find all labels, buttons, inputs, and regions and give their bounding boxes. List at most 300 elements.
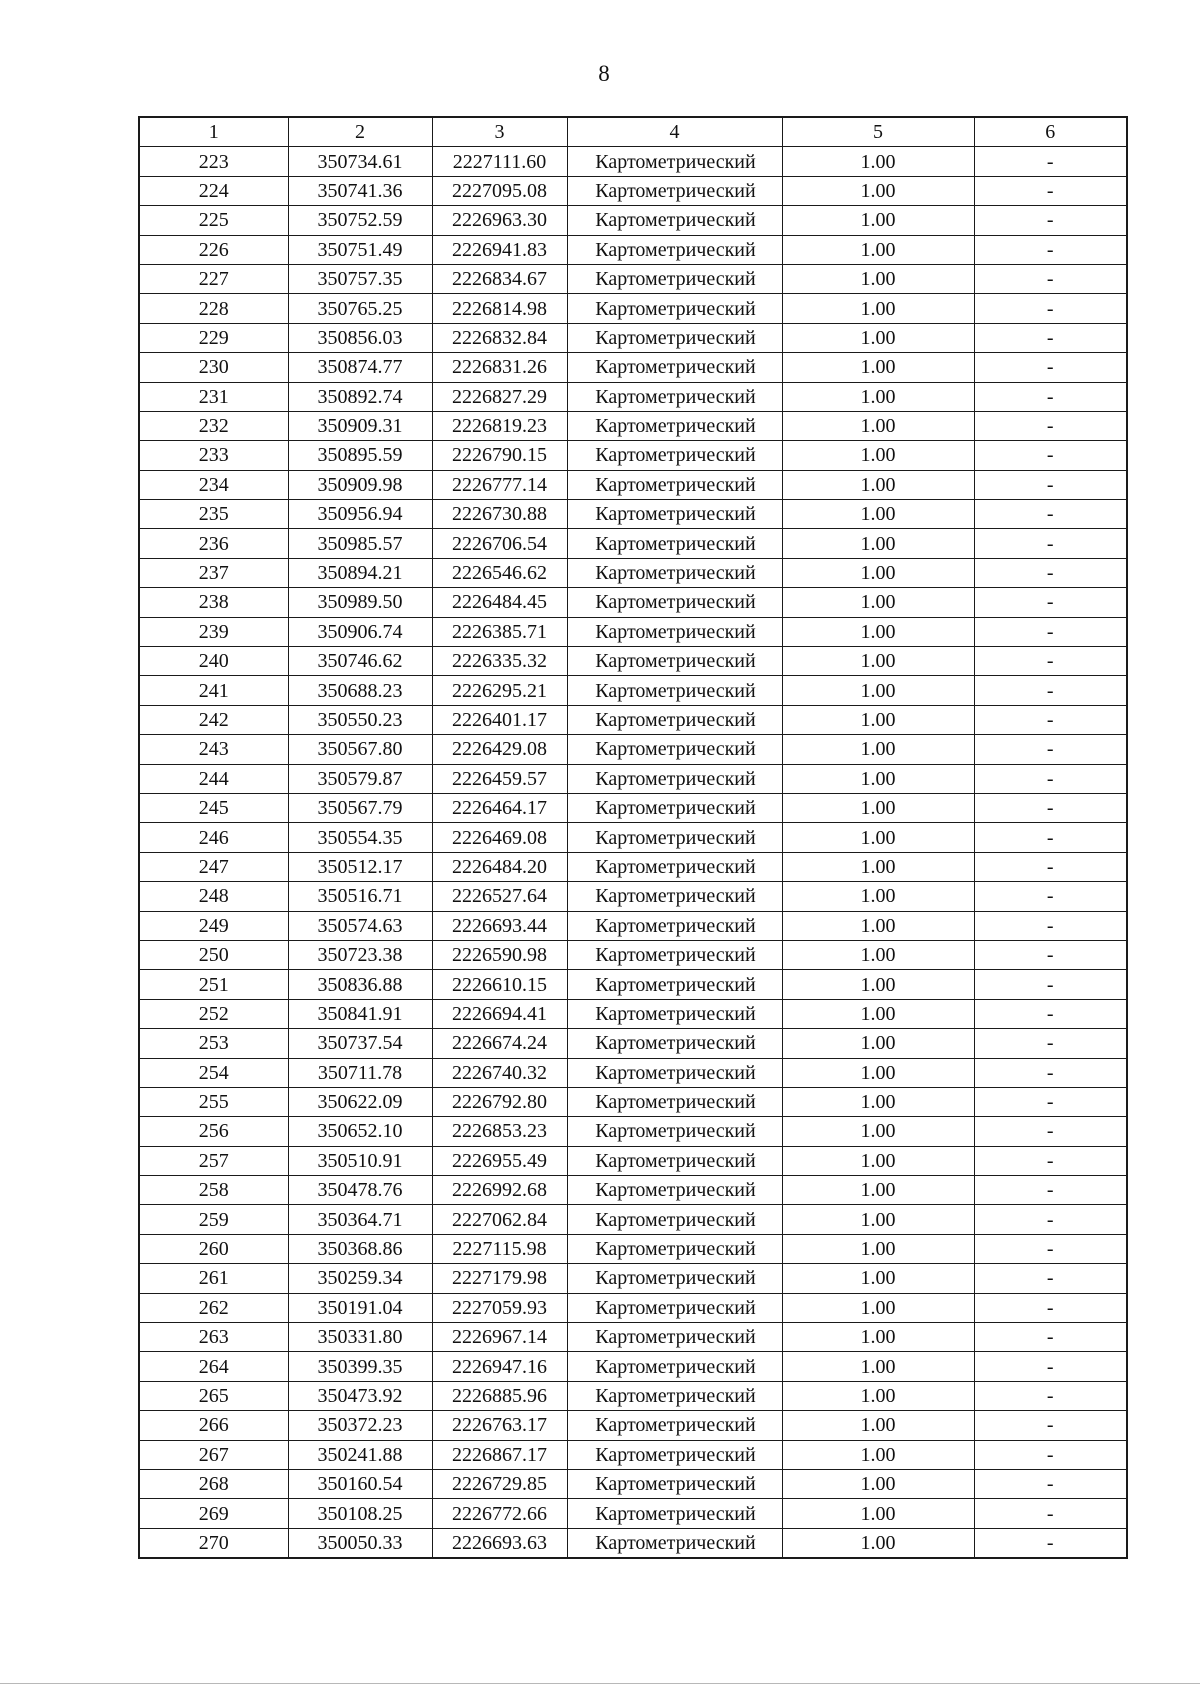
note-cell: - — [974, 1293, 1127, 1322]
method-cell: Картометрический — [567, 1440, 782, 1469]
scan-edge-line — [0, 1683, 1200, 1684]
point-number-cell: 267 — [139, 1440, 288, 1469]
point-number-cell: 258 — [139, 1176, 288, 1205]
method-cell: Картометрический — [567, 940, 782, 969]
note-cell: - — [974, 176, 1127, 205]
method-cell: Картометрический — [567, 500, 782, 529]
accuracy-cell: 1.00 — [782, 793, 974, 822]
y-coordinate-cell: 2226464.17 — [432, 793, 567, 822]
table-row — [139, 382, 1127, 411]
y-coordinate-cell: 2226834.67 — [432, 264, 567, 293]
point-number-cell: 266 — [139, 1411, 288, 1440]
note-cell: - — [974, 1381, 1127, 1410]
method-cell: Картометрический — [567, 470, 782, 499]
method-cell: Картометрический — [567, 176, 782, 205]
method-cell: Картометрический — [567, 735, 782, 764]
accuracy-cell: 1.00 — [782, 735, 974, 764]
point-number-cell: 270 — [139, 1528, 288, 1558]
y-coordinate-cell: 2226694.41 — [432, 999, 567, 1028]
method-cell: Картометрический — [567, 441, 782, 470]
note-cell: - — [974, 970, 1127, 999]
y-coordinate-cell: 2226853.23 — [432, 1117, 567, 1146]
method-cell: Картометрический — [567, 911, 782, 940]
accuracy-cell: 1.00 — [782, 676, 974, 705]
point-number-cell: 236 — [139, 529, 288, 558]
table-row — [139, 1087, 1127, 1116]
method-cell: Картометрический — [567, 147, 782, 176]
note-cell: - — [974, 1411, 1127, 1440]
x-coordinate-cell: 350841.91 — [288, 999, 432, 1028]
accuracy-cell: 1.00 — [782, 588, 974, 617]
method-cell: Картометрический — [567, 1117, 782, 1146]
x-coordinate-cell: 350259.34 — [288, 1264, 432, 1293]
y-coordinate-cell: 2226885.96 — [432, 1381, 567, 1410]
note-cell: - — [974, 500, 1127, 529]
table-row — [139, 647, 1127, 676]
method-cell: Картометрический — [567, 294, 782, 323]
method-cell: Картометрический — [567, 617, 782, 646]
point-number-cell: 239 — [139, 617, 288, 646]
y-coordinate-cell: 2226706.54 — [432, 529, 567, 558]
method-cell: Картометрический — [567, 793, 782, 822]
x-coordinate-cell: 350622.09 — [288, 1087, 432, 1116]
table-row — [139, 793, 1127, 822]
point-number-cell: 223 — [139, 147, 288, 176]
y-coordinate-cell: 2226819.23 — [432, 411, 567, 440]
table-row — [139, 176, 1127, 205]
x-coordinate-cell: 350160.54 — [288, 1469, 432, 1498]
point-number-cell: 242 — [139, 705, 288, 734]
note-cell: - — [974, 470, 1127, 499]
point-number-cell: 249 — [139, 911, 288, 940]
point-number-cell: 234 — [139, 470, 288, 499]
table-row — [139, 764, 1127, 793]
point-number-cell: 250 — [139, 940, 288, 969]
accuracy-cell: 1.00 — [782, 705, 974, 734]
table-row — [139, 1352, 1127, 1381]
point-number-cell: 251 — [139, 970, 288, 999]
method-cell: Картометрический — [567, 235, 782, 264]
y-coordinate-cell: 2226484.45 — [432, 588, 567, 617]
note-cell: - — [974, 1499, 1127, 1528]
y-coordinate-cell: 2226730.88 — [432, 500, 567, 529]
y-coordinate-cell: 2226459.57 — [432, 764, 567, 793]
y-coordinate-cell: 2226527.64 — [432, 882, 567, 911]
accuracy-cell: 1.00 — [782, 617, 974, 646]
y-coordinate-cell: 2226963.30 — [432, 206, 567, 235]
point-number-cell: 257 — [139, 1146, 288, 1175]
accuracy-cell: 1.00 — [782, 911, 974, 940]
y-coordinate-cell: 2226832.84 — [432, 323, 567, 352]
table-row — [139, 1469, 1127, 1498]
x-coordinate-cell: 350895.59 — [288, 441, 432, 470]
accuracy-cell: 1.00 — [782, 1469, 974, 1498]
method-cell: Картометрический — [567, 970, 782, 999]
x-coordinate-cell: 350241.88 — [288, 1440, 432, 1469]
x-coordinate-cell: 350331.80 — [288, 1323, 432, 1352]
x-coordinate-cell: 350723.38 — [288, 940, 432, 969]
point-number-cell: 259 — [139, 1205, 288, 1234]
x-coordinate-cell: 350985.57 — [288, 529, 432, 558]
note-cell: - — [974, 1029, 1127, 1058]
x-coordinate-cell: 350752.59 — [288, 206, 432, 235]
note-cell: - — [974, 940, 1127, 969]
y-coordinate-cell: 2226740.32 — [432, 1058, 567, 1087]
x-coordinate-cell: 350372.23 — [288, 1411, 432, 1440]
method-cell: Картометрический — [567, 647, 782, 676]
y-coordinate-cell: 2227062.84 — [432, 1205, 567, 1234]
note-cell: - — [974, 793, 1127, 822]
accuracy-cell: 1.00 — [782, 206, 974, 235]
x-coordinate-cell: 350909.98 — [288, 470, 432, 499]
y-coordinate-cell: 2226693.63 — [432, 1528, 567, 1558]
accuracy-cell: 1.00 — [782, 1234, 974, 1263]
table-row — [139, 940, 1127, 969]
y-coordinate-cell: 2226610.15 — [432, 970, 567, 999]
method-cell: Картометрический — [567, 999, 782, 1028]
method-cell: Картометрический — [567, 852, 782, 881]
point-number-cell: 240 — [139, 647, 288, 676]
method-cell: Картометрический — [567, 1528, 782, 1558]
method-cell: Картометрический — [567, 1323, 782, 1352]
y-coordinate-cell: 2227059.93 — [432, 1293, 567, 1322]
note-cell: - — [974, 764, 1127, 793]
table-row — [139, 264, 1127, 293]
x-coordinate-cell: 350711.78 — [288, 1058, 432, 1087]
x-coordinate-cell: 350765.25 — [288, 294, 432, 323]
table-row — [139, 441, 1127, 470]
point-number-cell: 229 — [139, 323, 288, 352]
y-coordinate-cell: 2226729.85 — [432, 1469, 567, 1498]
table-row — [139, 1381, 1127, 1410]
x-coordinate-cell: 350368.86 — [288, 1234, 432, 1263]
note-cell: - — [974, 1469, 1127, 1498]
accuracy-cell: 1.00 — [782, 294, 974, 323]
point-number-cell: 261 — [139, 1264, 288, 1293]
note-cell: - — [974, 441, 1127, 470]
method-cell: Картометрический — [567, 823, 782, 852]
method-cell: Картометрический — [567, 1146, 782, 1175]
note-cell: - — [974, 1264, 1127, 1293]
table-row — [139, 1058, 1127, 1087]
y-coordinate-cell: 2226429.08 — [432, 735, 567, 764]
note-cell: - — [974, 1352, 1127, 1381]
table-row — [139, 1205, 1127, 1234]
point-number-cell: 244 — [139, 764, 288, 793]
column-header: 6 — [974, 117, 1127, 147]
note-cell: - — [974, 235, 1127, 264]
x-coordinate-cell: 350751.49 — [288, 235, 432, 264]
note-cell: - — [974, 911, 1127, 940]
x-coordinate-cell: 350050.33 — [288, 1528, 432, 1558]
note-cell: - — [974, 206, 1127, 235]
x-coordinate-cell: 350757.35 — [288, 264, 432, 293]
note-cell: - — [974, 588, 1127, 617]
accuracy-cell: 1.00 — [782, 1381, 974, 1410]
y-coordinate-cell: 2226693.44 — [432, 911, 567, 940]
method-cell: Картометрический — [567, 411, 782, 440]
accuracy-cell: 1.00 — [782, 500, 974, 529]
point-number-cell: 263 — [139, 1323, 288, 1352]
accuracy-cell: 1.00 — [782, 1205, 974, 1234]
accuracy-cell: 1.00 — [782, 940, 974, 969]
y-coordinate-cell: 2226295.21 — [432, 676, 567, 705]
table-row — [139, 705, 1127, 734]
accuracy-cell: 1.00 — [782, 999, 974, 1028]
accuracy-cell: 1.00 — [782, 1528, 974, 1558]
y-coordinate-cell: 2226790.15 — [432, 441, 567, 470]
table-row — [139, 558, 1127, 587]
accuracy-cell: 1.00 — [782, 1087, 974, 1116]
note-cell: - — [974, 1176, 1127, 1205]
method-cell: Картометрический — [567, 529, 782, 558]
note-cell: - — [974, 617, 1127, 646]
point-number-cell: 227 — [139, 264, 288, 293]
note-cell: - — [974, 294, 1127, 323]
note-cell: - — [974, 1205, 1127, 1234]
table-row — [139, 852, 1127, 881]
y-coordinate-cell: 2227115.98 — [432, 1234, 567, 1263]
method-cell: Картометрический — [567, 1205, 782, 1234]
table-row — [139, 735, 1127, 764]
note-cell: - — [974, 882, 1127, 911]
x-coordinate-cell: 350567.80 — [288, 735, 432, 764]
point-number-cell: 248 — [139, 882, 288, 911]
table-row — [139, 1440, 1127, 1469]
table-row — [139, 294, 1127, 323]
method-cell: Картометрический — [567, 1411, 782, 1440]
point-number-cell: 255 — [139, 1087, 288, 1116]
y-coordinate-cell: 2227179.98 — [432, 1264, 567, 1293]
column-header: 2 — [288, 117, 432, 147]
column-header: 1 — [139, 117, 288, 147]
table-row — [139, 323, 1127, 352]
point-number-cell: 226 — [139, 235, 288, 264]
note-cell: - — [974, 676, 1127, 705]
note-cell: - — [974, 1234, 1127, 1263]
point-number-cell: 225 — [139, 206, 288, 235]
table-row — [139, 999, 1127, 1028]
accuracy-cell: 1.00 — [782, 323, 974, 352]
accuracy-cell: 1.00 — [782, 470, 974, 499]
method-cell: Картометрический — [567, 764, 782, 793]
x-coordinate-cell: 350956.94 — [288, 500, 432, 529]
y-coordinate-cell: 2226385.71 — [432, 617, 567, 646]
point-number-cell: 256 — [139, 1117, 288, 1146]
y-coordinate-cell: 2226674.24 — [432, 1029, 567, 1058]
note-cell: - — [974, 999, 1127, 1028]
note-cell: - — [974, 411, 1127, 440]
note-cell: - — [974, 353, 1127, 382]
y-coordinate-cell: 2226955.49 — [432, 1146, 567, 1175]
method-cell: Картометрический — [567, 705, 782, 734]
point-number-cell: 231 — [139, 382, 288, 411]
table-row — [139, 529, 1127, 558]
note-cell: - — [974, 323, 1127, 352]
column-header: 3 — [432, 117, 567, 147]
x-coordinate-cell: 350652.10 — [288, 1117, 432, 1146]
note-cell: - — [974, 735, 1127, 764]
point-number-cell: 233 — [139, 441, 288, 470]
accuracy-cell: 1.00 — [782, 1058, 974, 1087]
y-coordinate-cell: 2226827.29 — [432, 382, 567, 411]
accuracy-cell: 1.00 — [782, 147, 974, 176]
x-coordinate-cell: 350516.71 — [288, 882, 432, 911]
x-coordinate-cell: 350364.71 — [288, 1205, 432, 1234]
method-cell: Картометрический — [567, 1029, 782, 1058]
table-row — [139, 470, 1127, 499]
method-cell: Картометрический — [567, 206, 782, 235]
method-cell: Картометрический — [567, 1352, 782, 1381]
table-row — [139, 1264, 1127, 1293]
method-cell: Картометрический — [567, 1499, 782, 1528]
x-coordinate-cell: 350478.76 — [288, 1176, 432, 1205]
y-coordinate-cell: 2226469.08 — [432, 823, 567, 852]
method-cell: Картометрический — [567, 882, 782, 911]
accuracy-cell: 1.00 — [782, 1146, 974, 1175]
point-number-cell: 254 — [139, 1058, 288, 1087]
note-cell: - — [974, 647, 1127, 676]
y-coordinate-cell: 2226772.66 — [432, 1499, 567, 1528]
point-number-cell: 245 — [139, 793, 288, 822]
method-cell: Картометрический — [567, 1234, 782, 1263]
accuracy-cell: 1.00 — [782, 1440, 974, 1469]
table-row — [139, 970, 1127, 999]
point-number-cell: 224 — [139, 176, 288, 205]
accuracy-cell: 1.00 — [782, 558, 974, 587]
point-number-cell: 268 — [139, 1469, 288, 1498]
table-row — [139, 1146, 1127, 1175]
point-number-cell: 269 — [139, 1499, 288, 1528]
x-coordinate-cell: 350746.62 — [288, 647, 432, 676]
point-number-cell: 232 — [139, 411, 288, 440]
x-coordinate-cell: 350473.92 — [288, 1381, 432, 1410]
table-row — [139, 235, 1127, 264]
table-row — [139, 1528, 1127, 1558]
accuracy-cell: 1.00 — [782, 1411, 974, 1440]
x-coordinate-cell: 350856.03 — [288, 323, 432, 352]
point-number-cell: 252 — [139, 999, 288, 1028]
x-coordinate-cell: 350191.04 — [288, 1293, 432, 1322]
point-number-cell: 235 — [139, 500, 288, 529]
note-cell: - — [974, 264, 1127, 293]
y-coordinate-cell: 2226763.17 — [432, 1411, 567, 1440]
note-cell: - — [974, 1117, 1127, 1146]
table-header-row — [139, 117, 1127, 147]
x-coordinate-cell: 350741.36 — [288, 176, 432, 205]
y-coordinate-cell: 2226777.14 — [432, 470, 567, 499]
note-cell: - — [974, 558, 1127, 587]
note-cell: - — [974, 147, 1127, 176]
table-row — [139, 147, 1127, 176]
table-row — [139, 823, 1127, 852]
table-body — [139, 147, 1127, 1558]
accuracy-cell: 1.00 — [782, 823, 974, 852]
table-row — [139, 1293, 1127, 1322]
x-coordinate-cell: 350906.74 — [288, 617, 432, 646]
y-coordinate-cell: 2226947.16 — [432, 1352, 567, 1381]
x-coordinate-cell: 350688.23 — [288, 676, 432, 705]
point-number-cell: 265 — [139, 1381, 288, 1410]
x-coordinate-cell: 350574.63 — [288, 911, 432, 940]
point-number-cell: 238 — [139, 588, 288, 617]
coordinates-table — [138, 116, 1128, 1559]
note-cell: - — [974, 1087, 1127, 1116]
accuracy-cell: 1.00 — [782, 235, 974, 264]
table-row — [139, 353, 1127, 382]
table-row — [139, 411, 1127, 440]
note-cell: - — [974, 823, 1127, 852]
x-coordinate-cell: 350836.88 — [288, 970, 432, 999]
x-coordinate-cell: 350510.91 — [288, 1146, 432, 1175]
table-row — [139, 882, 1127, 911]
accuracy-cell: 1.00 — [782, 1352, 974, 1381]
x-coordinate-cell: 350554.35 — [288, 823, 432, 852]
accuracy-cell: 1.00 — [782, 1176, 974, 1205]
y-coordinate-cell: 2226401.17 — [432, 705, 567, 734]
x-coordinate-cell: 350874.77 — [288, 353, 432, 382]
accuracy-cell: 1.00 — [782, 882, 974, 911]
note-cell: - — [974, 1440, 1127, 1469]
table-row — [139, 1234, 1127, 1263]
x-coordinate-cell: 350734.61 — [288, 147, 432, 176]
method-cell: Картометрический — [567, 1469, 782, 1498]
table-row — [139, 1176, 1127, 1205]
method-cell: Картометрический — [567, 1381, 782, 1410]
table-row — [139, 1029, 1127, 1058]
method-cell: Картометрический — [567, 676, 782, 705]
accuracy-cell: 1.00 — [782, 176, 974, 205]
accuracy-cell: 1.00 — [782, 411, 974, 440]
note-cell: - — [974, 529, 1127, 558]
method-cell: Картометрический — [567, 264, 782, 293]
x-coordinate-cell: 350567.79 — [288, 793, 432, 822]
method-cell: Картометрический — [567, 1176, 782, 1205]
y-coordinate-cell: 2226814.98 — [432, 294, 567, 323]
method-cell: Картометрический — [567, 382, 782, 411]
point-number-cell: 243 — [139, 735, 288, 764]
table-row — [139, 206, 1127, 235]
point-number-cell: 228 — [139, 294, 288, 323]
table-row — [139, 1117, 1127, 1146]
method-cell: Картометрический — [567, 1264, 782, 1293]
accuracy-cell: 1.00 — [782, 1323, 974, 1352]
method-cell: Картометрический — [567, 1087, 782, 1116]
accuracy-cell: 1.00 — [782, 1293, 974, 1322]
x-coordinate-cell: 350512.17 — [288, 852, 432, 881]
table-row — [139, 1499, 1127, 1528]
y-coordinate-cell: 2226792.80 — [432, 1087, 567, 1116]
table-row — [139, 1323, 1127, 1352]
note-cell: - — [974, 1146, 1127, 1175]
method-cell: Картометрический — [567, 1293, 782, 1322]
x-coordinate-cell: 350399.35 — [288, 1352, 432, 1381]
point-number-cell: 260 — [139, 1234, 288, 1263]
note-cell: - — [974, 705, 1127, 734]
accuracy-cell: 1.00 — [782, 970, 974, 999]
note-cell: - — [974, 1058, 1127, 1087]
point-number-cell: 264 — [139, 1352, 288, 1381]
x-coordinate-cell: 350108.25 — [288, 1499, 432, 1528]
accuracy-cell: 1.00 — [782, 382, 974, 411]
method-cell: Картометрический — [567, 353, 782, 382]
y-coordinate-cell: 2226867.17 — [432, 1440, 567, 1469]
point-number-cell: 241 — [139, 676, 288, 705]
y-coordinate-cell: 2226484.20 — [432, 852, 567, 881]
column-header: 5 — [782, 117, 974, 147]
x-coordinate-cell: 350737.54 — [288, 1029, 432, 1058]
y-coordinate-cell: 2226941.83 — [432, 235, 567, 264]
